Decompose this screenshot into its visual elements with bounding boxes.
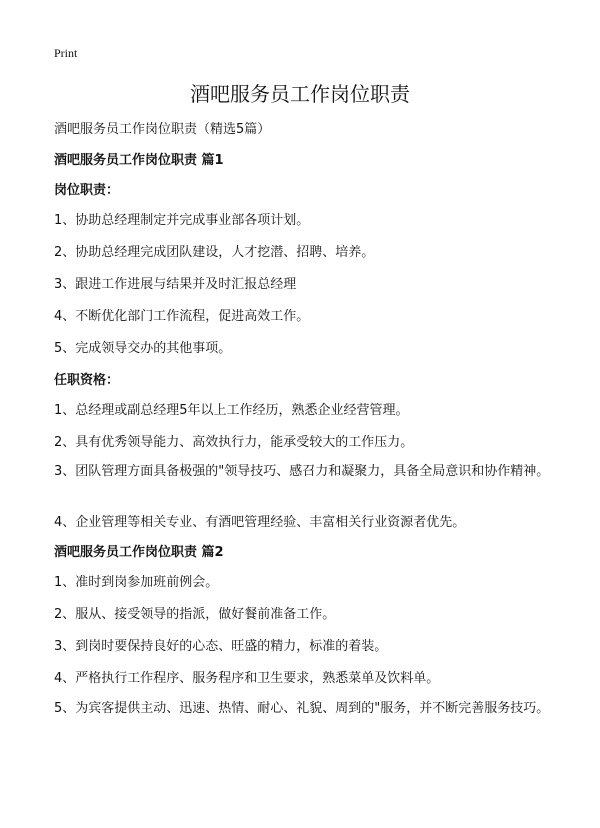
qualification-item: 3、团队管理方面具备极强的"领导技巧、感召力和凝聚力，具备全局意识和协作精神。 xyxy=(54,464,550,479)
qualification-item: 2、具有优秀领导能力、高效执行力，能承受较大的工作压力。 xyxy=(54,435,414,450)
list-item: 1、准时到岗参加班前例会。 xyxy=(54,575,219,590)
qualification-item: 1、总经理或副总经理5年以上工作经历，熟悉企业经营管理。 xyxy=(54,403,409,418)
list-item: 2、服从、接受领导的指派，做好餐前准备工作。 xyxy=(54,607,336,622)
list-item: 5、为宾客提供主动、迅速、热情、耐心、礼貌、周到的"服务，并不断完善服务技巧。 xyxy=(54,701,550,716)
section2-heading: 酒吧服务员工作岗位职责 篇2 xyxy=(54,545,224,560)
duty-item: 4、不断优化部门工作流程，促进高效工作。 xyxy=(54,309,310,324)
page-title: 酒吧服务员工作岗位职责 xyxy=(190,82,410,106)
qualifications-heading: 任职资格： xyxy=(54,373,120,388)
duty-item: 1、协助总经理制定并完成事业部各项计划。 xyxy=(54,213,310,228)
list-item: 4、严格执行工作程序、服务程序和卫生要求，熟悉菜单及饮料单。 xyxy=(54,671,440,686)
qualification-item: 4、企业管理等相关专业、有酒吧管理经验、丰富相关行业资源者优先。 xyxy=(54,515,466,530)
duty-item: 3、跟进工作进展与结果并及时汇报总经理 xyxy=(54,277,297,292)
duties-heading: 岗位职责： xyxy=(54,183,120,198)
print-label: Print xyxy=(54,46,78,60)
list-item: 3、到岗时要保持良好的心态、旺盛的精力，标准的着装。 xyxy=(54,639,388,654)
duty-item: 5、完成领导交办的其他事项。 xyxy=(54,341,232,356)
section1-heading: 酒吧服务员工作岗位职责 篇1 xyxy=(54,153,224,168)
subtitle: 酒吧服务员工作岗位职责（精选5篇） xyxy=(54,122,271,137)
duty-item: 2、协助总经理完成团队建设，人才挖潜、招聘、培养。 xyxy=(54,245,375,260)
